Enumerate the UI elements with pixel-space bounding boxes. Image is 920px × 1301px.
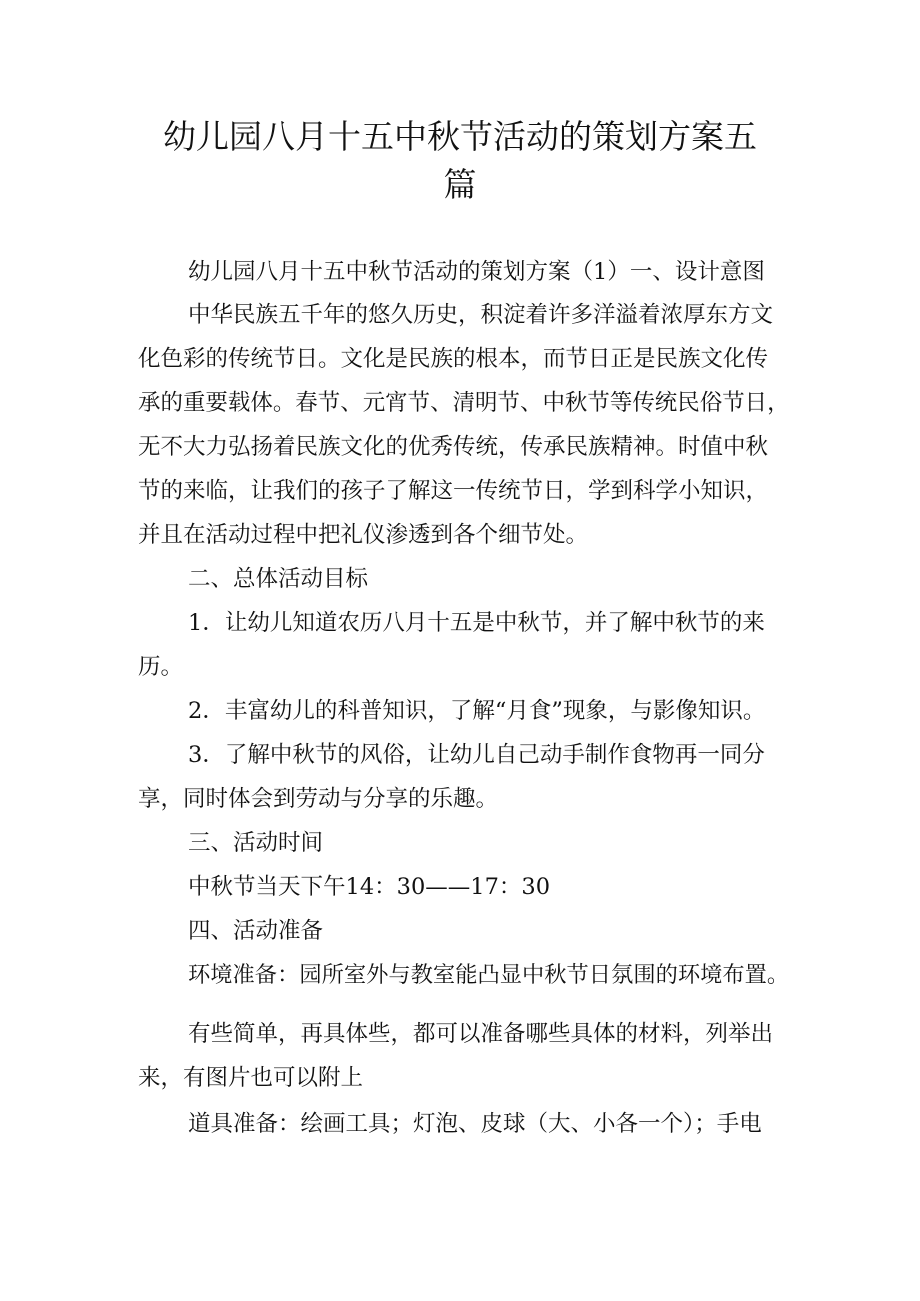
text-line: 1．让幼儿知道农历八月十五是中秋节，并了解中秋节的来 [188, 610, 765, 636]
text-line: 承的重要载体。春节、元宵节、清明节、中秋节等传统民俗节日， [138, 390, 790, 416]
text-line: 节的来临，让我们的孩子了解这一传统节日，学到科学小知识， [138, 478, 769, 504]
text-line: 化色彩的传统节日。文化是民族的根本，而节日正是民族文化传 [138, 346, 769, 372]
text-line: 中秋节当天下午14：30——17：30 [188, 874, 551, 900]
text-line: 2．丰富幼儿的科普知识，了解“月食”现象，与影像知识。 [188, 698, 766, 724]
text-line: 享，同时体会到劳动与分享的乐趣。 [138, 786, 499, 812]
document-title-line-2: 篇 [443, 165, 477, 204]
text-line: 来，有图片也可以附上 [138, 1065, 364, 1091]
section-heading: 二、总体活动目标 [188, 566, 369, 592]
text-line: 无不大力弘扬着民族文化的优秀传统，传承民族精神。时值中秋 [138, 434, 769, 460]
section-heading: 三、活动时间 [188, 830, 324, 856]
text-line: 道具准备：绘画工具；灯泡、皮球（大、小各一个）；手电 [188, 1111, 762, 1137]
text-line: 环境准备：园所室外与教室能凸显中秋节日氛围的环境布置。 [188, 962, 790, 988]
text-line: 中华民族五千年的悠久历史，积淀着许多洋溢着浓厚东方文 [188, 302, 774, 328]
text-line: 3．了解中秋节的风俗，让幼儿自己动手制作食物再一同分 [188, 742, 765, 768]
document-title-line-1: 幼儿园八月十五中秋节活动的策划方案五 [163, 117, 757, 156]
text-line: 幼儿园八月十五中秋节活动的策划方案（1）一、设计意图 [188, 259, 765, 285]
text-line: 并且在活动过程中把礼仪渗透到各个细节处。 [138, 522, 589, 548]
section-heading: 四、活动准备 [188, 918, 324, 944]
text-line: 有些简单，再具体些，都可以准备哪些具体的材料，列举出 [188, 1021, 774, 1047]
text-line: 历。 [138, 654, 184, 680]
